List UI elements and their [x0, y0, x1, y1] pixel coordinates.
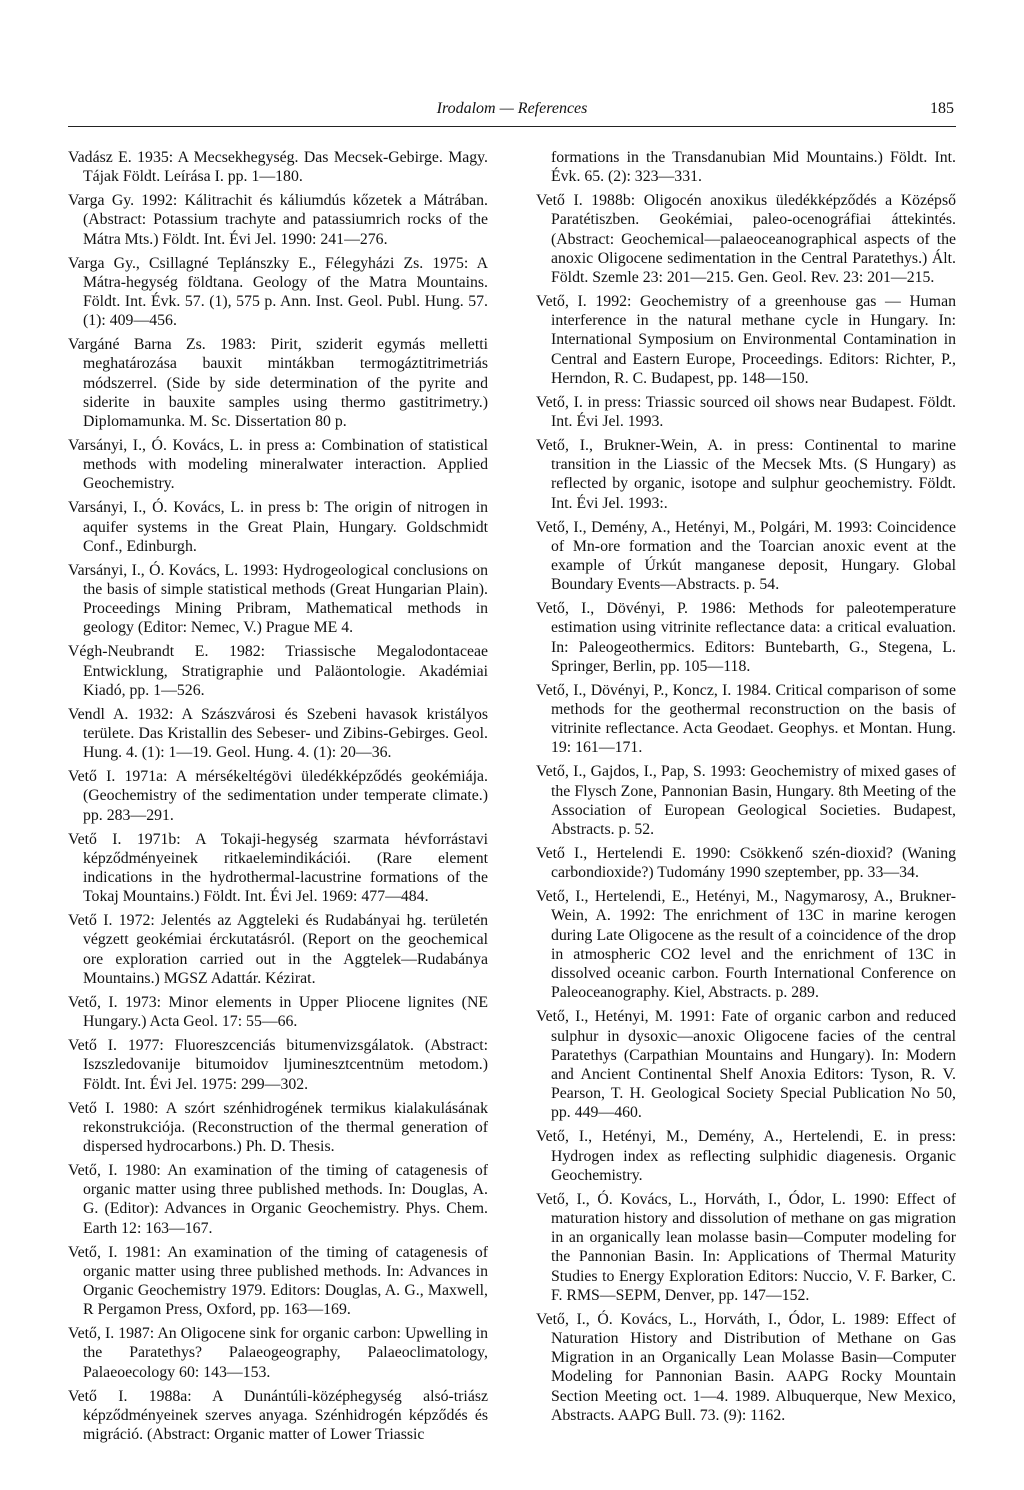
reference-entry: Vető, I., Demény, A., Hetényi, M., Polgári, M. 1993: Coincidence of Mn-ore formation and the Toarcian anoxic event at the example of Úrkút manganese deposit, Hungary. Global Boundary Events—Abstracts. p. 54. [536, 518, 956, 594]
reference-entry: Vető, I., Hetényi, M. 1991: Fate of organic carbon and reduced sulphur in dysoxic—anoxic Oligocene facies of the central Paratethys (Carpathian Mountains and Hungary). In: Modern and Ancient Continental Shelf Anoxia Editors: Tyson, R. V. Pearson, T. H. Geological Society Special Publication No 50, pp. 449—460. [536, 1008, 956, 1122]
page-number: 185 [930, 100, 954, 117]
reference-entry: Vető I. 1980: A szórt szénhidrogének termikus kialakulásának rekonstrukciója. (Reconstruction of the thermal generation of dispersed hydrocarbons.) Ph. D. Thesis. [68, 1099, 488, 1155]
reference-entry: Vető, I., Ó. Kovács, L., Horváth, I., Ódor, L. 1989: Effect of Naturation History and Distribution of Methane on Gas Migration in an Organically Lean Molasse Basin—Computer Modeling for Pannonian Basin. AAPG Rocky Mountain Section Meeting oct. 1—4. 1989. Albuquerque, New Mexico, Abstracts. AAPG Bull. 73. (9): 1162. [536, 1310, 956, 1424]
reference-entry: Vető, I., Ó. Kovács, L., Horváth, I., Ódor, L. 1990: Effect of maturation history and dissolution of methane on gas migration in an organically lean molasse basin—Computer modeling for the Pannonian Basin. In: Applications of Thermal Maturity Studies to Energy Exploration Editors: Nuccio, V. F. Barker, C. F. RMS—SEPM, Denver, pp. 147—152. [536, 1190, 956, 1304]
reference-entry: Vető, I., Dövényi, P., Koncz, I. 1984. Critical comparison of some methods for the geothermal reconstruction on the basis of vitrinite reflectance. Acta Geodaet. Geophys. et Montan. Hung. 19: 161—171. [536, 681, 956, 757]
reference-entry: Vető, I. 1987: An Oligocene sink for organic carbon: Upwelling in the Paratethys? Palaeogeography, Palaeoclimatology, Palaeoecology 60: 143—153. [68, 1325, 488, 1381]
left-column [68, 148, 488, 1449]
right-column [536, 148, 956, 1430]
reference-entry: Varga Gy., Csillagné Teplánszky E., Félegyházi Zs. 1975: A Mátra-hegység földtana. Geology of the Matra Mountains. Földt. Int. Évk. 57. (1), 575 p. Ann. Inst. Geol. Publ. Hung. 57. (1): 409—456. [68, 254, 488, 330]
reference-entry: Vető, I., Hertelendi, E., Hetényi, M., Nagymarosy, A., Brukner-Wein, A. 1992: The enrichment of 13C in marine kerogen during Late Oligocene as the result of a coincidence of the drop in atmospheric CO2 level and the enrichment of 13C in dissolved oceanic carbon. Fourth International Conference on Paleoceanography. Kiel, Abstracts. p. 289. [536, 888, 956, 1002]
reference-entry: Vető I. 1971b: A Tokaji-hegység szarmata hévforrástavi képződményeinek ritkaelemindikációi. (Rare element indications in the hydrothermal-lacustrine formations of the Tokaj Mountains.) Földt. Int. Évi Jel. 1969: 477—484. [68, 830, 488, 906]
reference-entry: Végh-Neubrandt E. 1982: Triassische Megalodontaceae Entwicklung, Stratigraphie und Paläontologie. Akadémiai Kiadó, pp. 1—526. [68, 643, 488, 699]
reference-entry: Vető, I., Brukner-Wein, A. in press: Continental to marine transition in the Liassic of the Mecsek Mts. (S Hungary) as reflected by organic, isotope and sulphur geochemistry. Földt. Int. Évi Jel. 1993:. [536, 437, 956, 512]
reference-entry: Vargáné Barna Zs. 1983: Pirit, sziderit egymás melletti meghatározása bauxit mintákban termogáztitrimetriás módszerrel. (Side by side determination of the pyrite and siderite in bauxite samples using thermo gastitrimetry.) Diplomamunka. M. Sc. Dissertation 80 p. [68, 336, 488, 431]
reference-entry: Vető, I., Gajdos, I., Pap, S. 1993: Geochemistry of mixed gases of the Flysch Zone, Pannonian Basin, Hungary. 8th Meeting of the Association of European Geological Societies. Budapest, Abstracts. p. 52. [536, 763, 956, 839]
page-header [68, 96, 956, 127]
reference-entry: Vető, I., Hetényi, M., Demény, A., Hertelendi, E. in press: Hydrogen index as reflecting sulphidic diagenesis. Organic Geochemistry. [536, 1128, 956, 1184]
running-head: Irodalom — References [436, 100, 588, 117]
reference-entry: Vető I. 1972: Jelentés az Aggteleki és Rudabányai hg. területén végzett geokémiai érckutatásról. (Report on the geochemical ore exploration carried out in the Aggtelek—Rudabánya Mountains.) MGSZ Adattár. Kézirat. [68, 912, 488, 987]
reference-entry: Vendl A. 1932: A Szászvárosi és Szebeni havasok kristályos területe. Das Kristallin des Sebeser- und Zibins-Gebirges. Geol. Hung. 4. (1): 1—19. Geol. Hung. 4. (1): 20—36. [68, 705, 488, 762]
reference-entry: Vető, I., Dövényi, P. 1986: Methods for paleotemperature estimation using vitrinite reflectance data: a critical evaluation. In: Paleogeothermics. Editors: Buntebarth, G., Stegena, L. Springer, Berlin, pp. 105—118. [536, 600, 956, 675]
reference-entry: Varsányi, I., Ó. Kovács, L. in press a: Combination of statistical methods with modeling mineralwater interaction. Applied Geochemistry. [68, 437, 488, 493]
reference-entry: Vető I. 1971a: A mérsékeltégövi üledékképződés geokémiája. (Geochemistry of the sedimentation under temperate climate.) pp. 283—291. [68, 768, 488, 824]
reference-entry: Vető, I. in press: Triassic sourced oil shows near Budapest. Földt. Int. Évi Jel. 1993. [536, 393, 956, 431]
reference-entry-continued: formations in the Transdanubian Mid Mountains.) Földt. Int. Évk. 65. (2): 323—331. [551, 149, 956, 186]
reference-entry: Varga Gy. 1992: Kálitrachit és káliumdús kőzetek a Mátrában. (Abstract: Potassium trachyte and patassiumrich rocks of the Mátra Mts.) Földt. Int. Évi Jel. 1990: 241—276. [68, 192, 488, 248]
reference-entry: Vető, I. 1992: Geochemistry of a greenhouse gas — Human interference in the natural methane cycle in Hungary. In: International Symposium on Environmental Contamination in Central and Eastern Europe, Proceedings. Editors: Richter, P., Herndon, R. C. Budapest, pp. 148—150. [536, 293, 956, 387]
reference-entry: Vető I. 1977: Fluoreszcenciás bitumenvizsgálatok. (Abstract: Iszszledovanije bitumoidov ljuminesztcentnüm metodom.) Földt. Int. Évi Jel. 1975: 299—302. [68, 1037, 488, 1093]
reference-entry: Vető I. 1988a: A Dunántúli-középhegység alsó-triász képződményeinek szerves anyaga. Szénhidrogén képződés és migráció. (Abstract: Organic matter of Lower Triassic [68, 1387, 488, 1443]
reference-entry: Vadász E. 1935: A Mecsekhegység. Das Mecsek-Gebirge. Magy. Tájak Földt. Leírása I. pp. 1—180. [68, 149, 488, 186]
reference-entry: Vető I., Hertelendi E. 1990: Csökkenő szén-dioxid? (Waning carbondioxide?) Tudomány 1990 szeptember, pp. 33—34. [536, 845, 956, 882]
reference-entry: Vető, I. 1981: An examination of the timing of catagenesis of organic matter using three published methods. In: Advances in Organic Geochemistry 1979. Editors: Douglas, A. G., Maxwell, R Pergamon Press, Oxford, pp. 163—169. [68, 1243, 488, 1319]
reference-entry: Vető, I. 1980: An examination of the timing of catagenesis of organic matter using three published methods. In: Douglas, A. G. (Editor): Advances in Organic Geochemistry. Phys. Chem. Earth 12: 163—167. [68, 1161, 488, 1237]
reference-entry: Varsányi, I., Ó. Kovács, L. in press b: The origin of nitrogen in aquifer systems in the Great Plain, Hungary. Goldschmidt Conf., Edinburgh. [68, 499, 488, 555]
reference-entry: Varsányi, I., Ó. Kovács, L. 1993: Hydrogeological conclusions on the basis of simple statistical methods (Great Hungarian Plain). Proceedings Mining Pribram, Mathematical methods in geology (Editor: Nemec, V.) Prague ME 4. [68, 561, 488, 637]
reference-entry: Vető I. 1988b: Oligocén anoxikus üledékképződés a Középső Paratétiszben. Geokémiai, paleo-ocenográfiai áttekintés. (Abstract: Geochemical—palaeoceanographical aspects of the anoxic Oligocene sedimentation in the Central Paratethys.) Ált. Földt. Szemle 23: 201—215. Gen. Geol. Rev. 23: 201—215. [536, 192, 956, 287]
reference-entry: Vető, I. 1973: Minor elements in Upper Pliocene lignites (NE Hungary.) Acta Geol. 17: 55—66. [68, 993, 488, 1031]
